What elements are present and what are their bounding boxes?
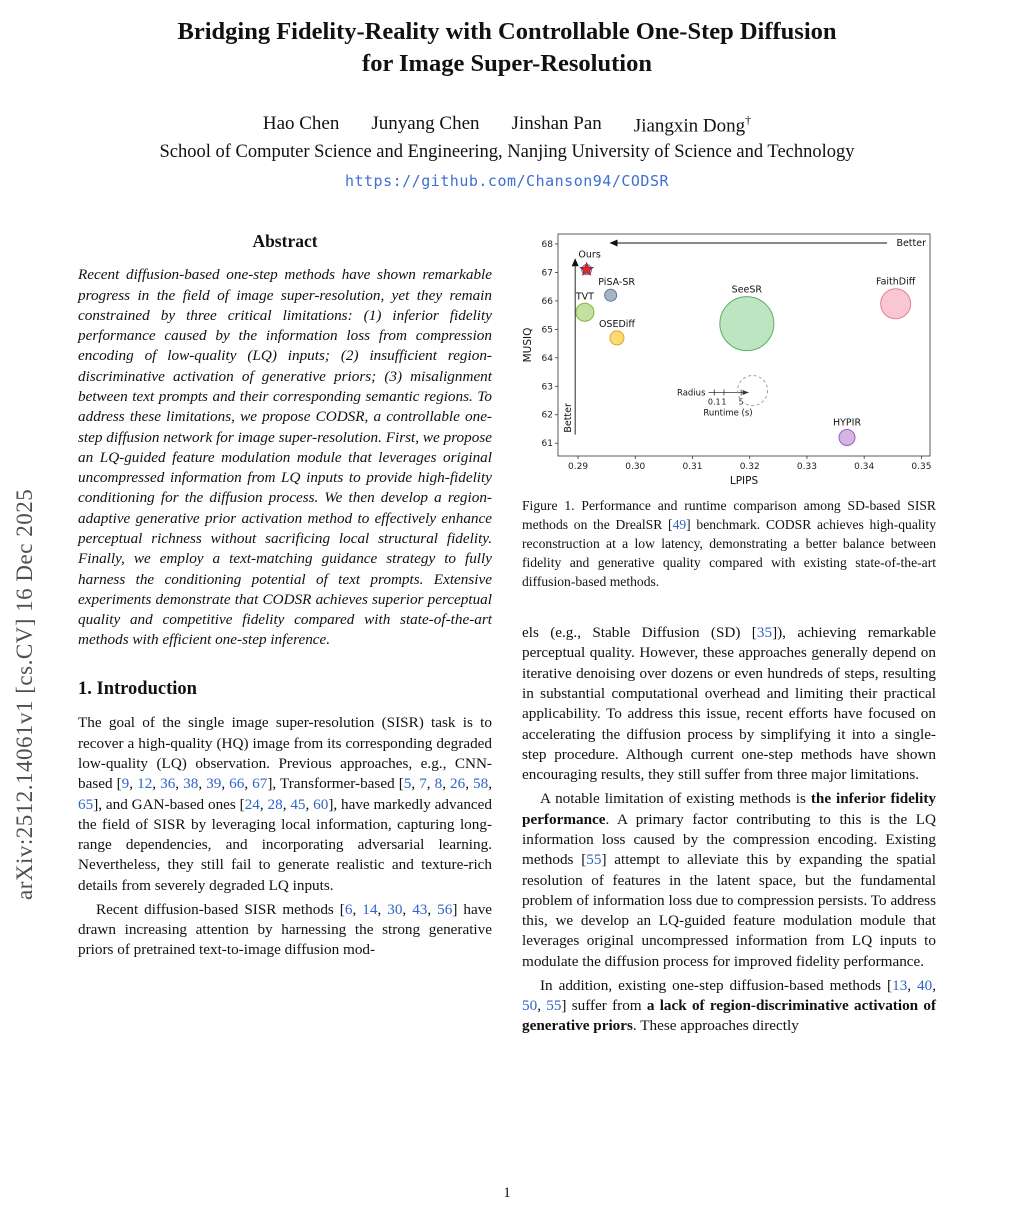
citation[interactable]: 5 [403, 775, 412, 793]
figure-1-caption [522, 496, 936, 591]
text-run: A notable limitation of existing methods is [540, 790, 811, 808]
text-run: , [282, 795, 291, 813]
text-run: , [488, 775, 493, 793]
citation[interactable]: 14 [362, 900, 378, 918]
citation[interactable]: 6 [344, 900, 353, 918]
better-label-left: Better [563, 403, 575, 433]
text-run: The goal of the single image super-resolution (SISR) task is to recover a high-quality (HQ) image from its corresponding degraded low-quality (LQ) observation. Previous approaches, e.g., CNN-based [ [78, 714, 492, 793]
left-column [78, 228, 492, 1041]
arxiv-watermark: arXiv:2512.14061v1 [cs.CV] 16 Dec 2025 [12, 488, 37, 900]
text-run: , [465, 775, 474, 793]
text-run: , [129, 775, 138, 793]
text-run: els (e.g., Stable Diffusion (SD) [ [522, 624, 757, 642]
bubble-seesr [720, 297, 774, 351]
citation[interactable]: 50 [522, 997, 538, 1015]
runtime-label: Runtime (s) [703, 408, 753, 419]
citation[interactable]: 9 [121, 775, 130, 793]
citation[interactable]: 55 [586, 851, 602, 869]
citation[interactable]: 40 [917, 976, 933, 994]
citation[interactable]: 28 [267, 795, 283, 813]
citation[interactable]: 13 [892, 976, 908, 994]
bubble-pisa-sr [605, 289, 617, 301]
citation[interactable]: 45 [290, 795, 306, 813]
text-run: , [152, 775, 161, 793]
text-run: , [427, 900, 438, 918]
text-run: ], have markedly advanced the field of SISR by leveraging local information, capturing long-range dependencies, and incorporating adversarial learning. Nevertheless, they still fail to generate realistic and texture-rich details from severely degraded LQ inputs. [78, 795, 493, 894]
y-tick-label: 61 [541, 439, 553, 450]
text-run: ]), achieving remarkable perceptual quality. However, these approaches generally depend on iterative denoising over dozens or even hundreds of steps, resulting in substantial computational overhead and limiting their practical applicability. To address this issue, recent efforts have focused on accelerating the diffusion process by simplifying it into a single-step procedure. Although current one-step methods have shown encouraging results, they still suffer from three major limitations. [522, 624, 936, 784]
citation[interactable]: 12 [137, 775, 153, 793]
citation[interactable]: 58 [473, 775, 489, 793]
radius-tick-label: 1 [721, 397, 727, 407]
text-run: , [537, 997, 547, 1015]
text-run: . These approaches directly [632, 1017, 799, 1035]
text-run: . A primary factor contributing to this is the LQ information loss caused by the compression encoding. Existing methods [ [522, 810, 936, 869]
text-run: , [198, 775, 207, 793]
text-run: , [259, 795, 268, 813]
text-run: , [932, 976, 936, 994]
x-tick-label: 0.34 [854, 461, 875, 472]
abstract-text: Recent diffusion-based one-step methods have shown remarkable progress in the field of image super-resolution, yet they remain constrained by three critical limitations: (1) inferior fidelity performance caused by the information loss from compression encoding of low-quality (LQ) inputs; (2) insufficient region-discriminative activation of generative priors; (3) misalignment between text prompts and their corresponding semantic regions. To address these limitations, we propose CODSR, a controllable one-step diffusion network for image super-resolution. First, we propose an LQ-guided feature modulation module that leverages original uncompressed information from LQ inputs to provide high-fidelity conditioning for the diffusion process. We then develop a region-adaptive generative prior activation method to effectively enhance perceptual richness without sacrificing local structural fidelity. Finally, we employ a text-matching guidance strategy to fully harness the conditioning potential of text prompts. Extensive experiments demonstrate that CODSR achieves superior perceptual quality and competitive fidelity compared with state-of-the-art methods with efficient one-step inference. [78, 266, 492, 649]
text-run: ], and GAN-based ones [ [93, 795, 245, 813]
text-run: ], Transformer-based [ [267, 775, 404, 793]
paper-title-line2: for Image Super-Resolution [362, 50, 652, 78]
citation[interactable]: 67 [252, 775, 268, 793]
x-tick-label: 0.30 [625, 461, 646, 472]
github-link[interactable]: https://github.com/Chanson94/CODSR [344, 171, 670, 190]
y-axis-label: MUSIQ [522, 327, 534, 363]
better-label-top: Better [896, 237, 926, 249]
abstract-heading: Abstract [252, 230, 318, 251]
bubble-faithdiff [881, 289, 911, 319]
two-column-body [0, 228, 1014, 1041]
author-name: Hao Chen [262, 112, 340, 134]
body-paragraph-2 [522, 789, 936, 972]
text-run: , [352, 900, 363, 918]
paper-title [0, 16, 1014, 81]
x-tick-label: 0.33 [796, 461, 817, 472]
text-run: , [244, 775, 253, 793]
citation[interactable]: 8 [434, 775, 443, 793]
bubble-hypir [839, 429, 855, 445]
point-label-osediff: OSEDiff [598, 318, 635, 330]
author-name: Jinshan Pan [511, 112, 602, 134]
intro-paragraph-1 [78, 713, 492, 896]
authors-line [0, 113, 1014, 137]
point-label-faithdiff: FaithDiff [876, 276, 916, 288]
text-run: , [907, 976, 918, 994]
intro-paragraph-2 [78, 900, 492, 961]
x-tick-label: 0.29 [568, 461, 589, 472]
bold-phrase: a lack of region-discriminative activation of generative priors [522, 997, 937, 1035]
citation[interactable]: 30 [387, 900, 403, 918]
citation[interactable]: 35 [756, 624, 773, 642]
paper-page [0, 16, 1014, 1216]
y-tick-label: 64 [541, 353, 553, 364]
bubble-osediff [610, 331, 624, 345]
point-label-seesr: SeeSR [731, 284, 763, 296]
y-tick-label: 67 [541, 268, 553, 279]
text-run: ] suffer from [561, 997, 647, 1015]
text-run: ] benchmark. CODSR achieves high-quality reconstruction at a low latency, demonstrating a better balance between fidelity and generative quality compared with existing state-of-the-art diffusion-based methods. [522, 517, 936, 590]
x-tick-label: 0.31 [682, 461, 703, 472]
point-label-hypir: HYPIR [832, 417, 862, 429]
text-run: ] have drawn increasing attention by harnessing the strong generative priors of pretrained text-to-image diffusion mod- [78, 900, 493, 959]
page-number: 1 [503, 1185, 511, 1201]
affiliation: School of Computer Science and Engineering, Nanjing University of Science and Technology [159, 141, 855, 162]
y-tick-label: 68 [541, 239, 553, 250]
point-label-tvt: TVT [575, 291, 594, 303]
radius-tick-label: 0.1 [707, 397, 721, 407]
citation[interactable]: 7 [419, 775, 427, 793]
section-heading-introduction: 1. Introduction [78, 678, 197, 699]
y-tick-label: 66 [541, 296, 553, 307]
text-run: Recent diffusion-based SISR methods [ [96, 900, 345, 918]
body-paragraph-1 [522, 623, 936, 785]
citation[interactable]: 26 [450, 775, 466, 793]
author-name: Jiangxin Dong† [633, 112, 752, 136]
x-tick-label: 0.32 [739, 461, 760, 472]
y-tick-label: 65 [541, 325, 553, 336]
citation[interactable]: 39 [206, 775, 222, 793]
figure1-bubble-chart [522, 228, 936, 486]
radius-legend-label: Radius [677, 388, 706, 399]
citation[interactable]: 49 [672, 517, 687, 533]
citation[interactable]: 38 [183, 775, 199, 793]
text-run: , [305, 795, 314, 813]
text-run: , [442, 775, 451, 793]
y-tick-label: 62 [541, 410, 553, 421]
x-tick-label: 0.35 [911, 461, 932, 472]
text-run: , [377, 900, 388, 918]
author-name: Junyang Chen [371, 112, 480, 134]
text-run: In addition, existing one-step diffusion-based methods [ [540, 976, 893, 994]
radius-tick-label: 5 [738, 397, 744, 407]
text-run: , [402, 900, 413, 918]
citation[interactable]: 55 [546, 997, 562, 1015]
citation[interactable]: 65 [78, 795, 94, 813]
bubble-tvt [576, 303, 594, 321]
citation[interactable]: 66 [229, 775, 245, 793]
x-axis-label: LPIPS [729, 474, 759, 486]
bold-phrase: the inferior fidelity performance [522, 790, 936, 828]
citation[interactable]: 56 [437, 900, 453, 918]
paper-title-line1: Bridging Fidelity-Reality with Controllable One-Step Diffusion [177, 18, 837, 45]
text-run: , [426, 775, 435, 793]
body-paragraph-3 [522, 976, 936, 1037]
citation[interactable]: 36 [160, 775, 176, 793]
text-run: , [411, 775, 420, 793]
text-run: , [221, 775, 230, 793]
figure-1 [522, 228, 936, 486]
y-tick-label: 63 [541, 382, 553, 393]
citation[interactable]: 24 [244, 795, 260, 813]
citation[interactable]: 43 [412, 900, 428, 918]
text-run: Figure 1. Performance and runtime comparison among SD-based SISR methods on the DrealSR [ [522, 497, 936, 533]
text-run: ] attempt to alleviate this by expanding the spatial resolution of features in the latent space, but the fundamental problem of information loss due to compression persists. To address this, we develop an LQ-guided feature modulation module that leverages original uncompressed information from LQ inputs to modulate the diffusion process for improved fidelity performance. [522, 851, 937, 970]
text-run: , [175, 775, 184, 793]
point-label-ours: Ours [578, 249, 601, 261]
citation[interactable]: 60 [313, 795, 329, 813]
right-column [522, 228, 936, 1041]
point-label-pisa-sr: PiSA-SR [598, 277, 636, 289]
